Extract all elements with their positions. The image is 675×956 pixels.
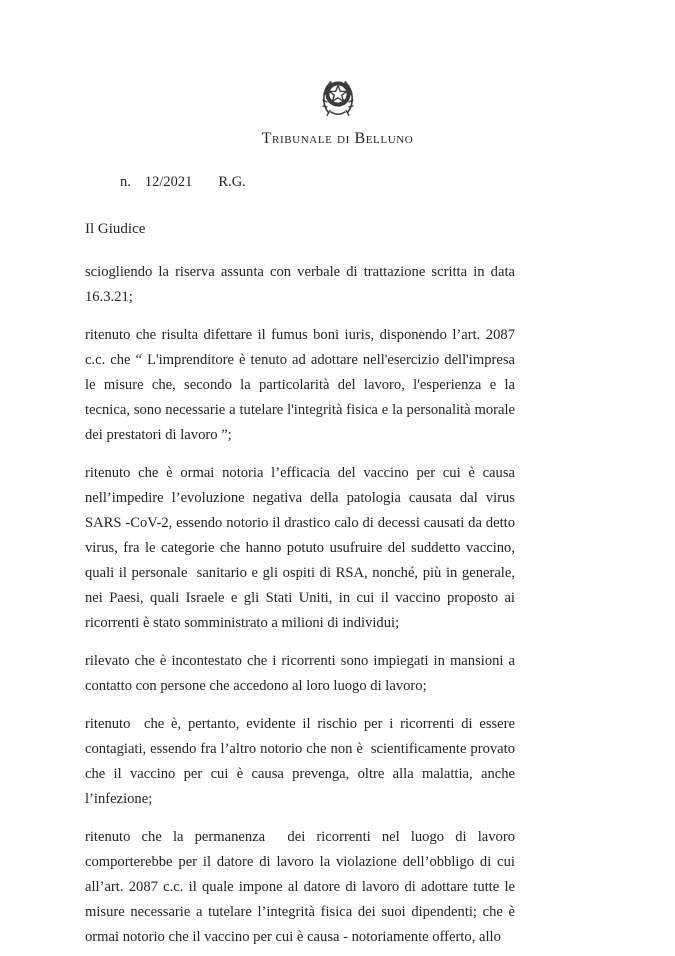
- case-reference-line: [120, 174, 675, 191]
- case-number: 12/2021: [144, 174, 193, 190]
- document-body: [85, 260, 523, 950]
- document-header: [0, 0, 675, 122]
- judge-opening-line: Il Giudice: [85, 221, 146, 237]
- paragraph-efficacia-vaccino: ritenuto che è ormai notoria l’efficacia del vaccino per cui è causa nell’impedire l’evoluzione negativa della patologia causata dal virus SARS -CoV-2, essendo notorio il drastico calo di decessi causati da detto virus, fra le categorie che hanno potuto usufruire del suddetto vaccino, quali il personale sanitario e gli ospiti di RSA, nonché, più in generale, nei Paesi, quali Israele e gli Stati Uniti, in cui il vaccino proposto ai ricorrenti è stato somministrato a milioni di individui;: [85, 465, 523, 631]
- case-number-prefix: n.: [120, 174, 131, 190]
- case-register-abbreviation: R.G.: [218, 174, 246, 190]
- court-name: Tribunale di Belluno: [261, 130, 414, 147]
- paragraph-rischio-contagio: ritenuto che è, pertanto, evidente il rischio per i ricorrenti di essere contagiati, essendo fra l’altro notorio che non è scientificamente provato che il vaccino per cui è causa prevenga, oltre alla malattia, anche l’infezione;: [85, 716, 519, 807]
- paragraph-ricorrenti-mansioni: rilevato che è incontestato che i ricorrenti sono impiegati in mansioni a contatto con persone che accedono al loro luogo di lavoro;: [85, 653, 519, 694]
- italian-republic-emblem-icon: [318, 74, 358, 122]
- paragraph-riserva: sciogliendo la riserva assunta con verbale di trattazione scritta in data 16.3.21;: [85, 264, 519, 305]
- paragraph-permanenza-lavoro: ritenuto che la permanenza dei ricorrenti nel luogo di lavoro comporterebbe per il datore di lavoro la violazione dell’obbligo di cui all’art. 2087 c.c. il quale impone al datore di lavoro di adottare tutte le misure necessarie a tutelare l’integrità fisica dei suoi dipendenti; che è ormai notorio che il vaccino per cui è causa - notoriamente offerto, allo: [85, 829, 519, 945]
- paragraph-fumus-boni-iuris: ritenuto che risulta difettare il fumus boni iuris, disponendo l’art. 2087 c.c. che “ L'imprenditore è tenuto ad adottare nell'esercizio dell'impresa le misure che, secondo la particolarità del lavoro, l'esperienza e la tecnica, sono necessarie a tutelare l'integrità fisica e la personalità morale dei prestatori di lavoro ”;: [85, 327, 519, 443]
